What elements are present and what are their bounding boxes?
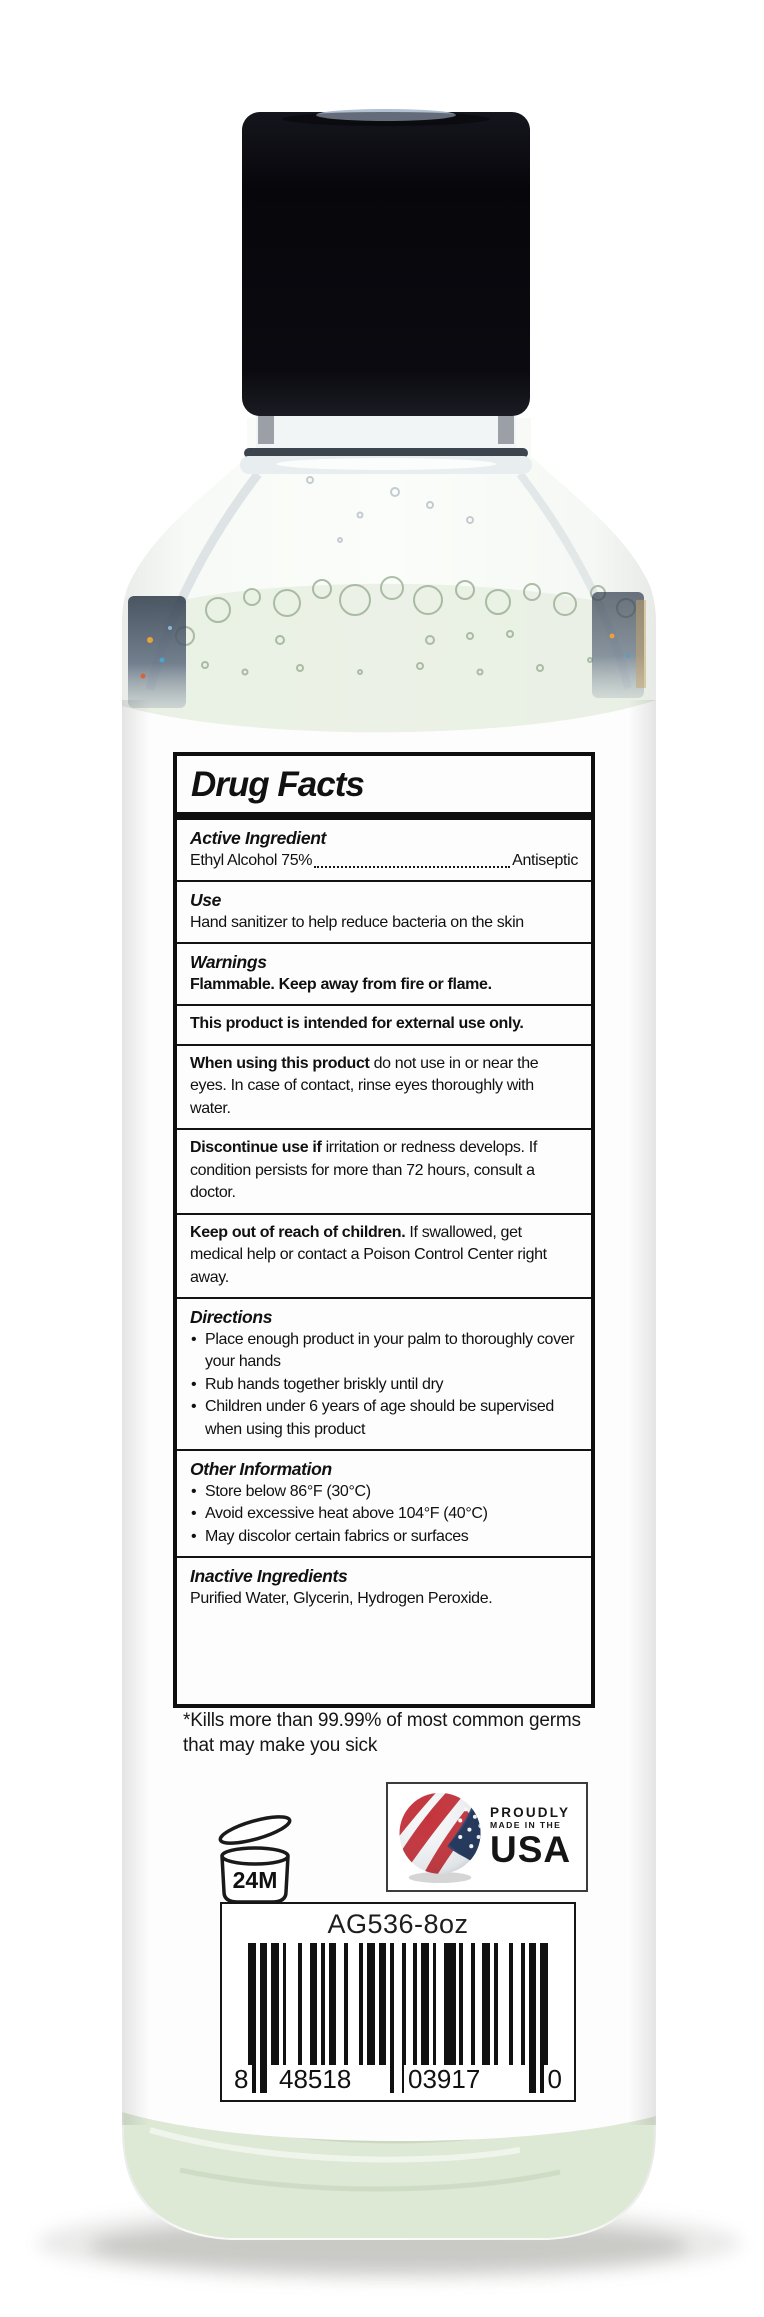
section-line: Discontinue use if irritation or redness develops. If condition persists for more than 72 hours, consult a doctor. xyxy=(190,1139,537,1201)
pao-label: 24M xyxy=(232,1867,278,1893)
barcode-bar xyxy=(463,1943,471,2065)
drug-facts-section xyxy=(177,1556,591,1618)
barcode-bar xyxy=(444,1943,456,2065)
drug-facts-sections xyxy=(177,820,591,1618)
drug-facts-section xyxy=(177,942,591,1004)
edge-reflection-left xyxy=(128,596,186,708)
section-line: Hand sanitizer to help reduce bacteria on the skin xyxy=(190,913,524,931)
drug-facts-section xyxy=(177,1213,591,1298)
period-after-opening-icon xyxy=(208,1810,300,1910)
bullet-item: • Place enough product in your palm to thoroughly cover your hands xyxy=(190,1329,578,1374)
section-heading: Other Information xyxy=(190,1459,332,1479)
barcode-digit-group: 0 xyxy=(544,2065,566,2093)
section-heading: Active Ingredient xyxy=(190,828,327,848)
barcode-bar xyxy=(336,1943,344,2065)
dotted-row xyxy=(190,850,578,873)
barcode xyxy=(234,1943,562,2094)
drug-facts-section xyxy=(177,820,591,880)
barcode-digit-group: 03917 xyxy=(404,2065,484,2093)
bullet-item: • Children under 6 years of age should be supervised when using this product xyxy=(190,1396,578,1441)
barcode-bar xyxy=(379,1943,387,2065)
bullet-item: • May discolor certain fabrics or surfaces xyxy=(190,1526,578,1549)
dotted-left: Ethyl Alcohol 75% xyxy=(190,851,313,869)
cap-skirt-left xyxy=(258,414,274,444)
barcode-bar xyxy=(529,1943,537,2093)
usa-line2: MADE IN THE xyxy=(490,1820,562,1831)
bullet-item: • Rub hands together briskly until dry xyxy=(190,1374,578,1397)
jar-lid xyxy=(218,1811,292,1848)
barcode-bar xyxy=(482,1943,490,2065)
section-line: This product is intended for external use only. xyxy=(190,1015,524,1032)
section-heading: Warnings xyxy=(190,952,267,972)
section-line: Flammable. Keep away from fire or flame. xyxy=(190,975,492,993)
barcode-bar xyxy=(367,1943,375,2065)
section-line: Purified Water, Glycerin, Hydrogen Peroxide. xyxy=(190,1589,493,1607)
drug-facts-section xyxy=(177,1297,591,1449)
usa-line3: USA xyxy=(490,1829,572,1871)
section-heading: Inactive Ingredients xyxy=(190,1566,348,1586)
bottle-cap xyxy=(242,112,530,416)
bullet-item: • Avoid excessive heat above 104°F (40°C) xyxy=(190,1503,578,1526)
barcode-bar xyxy=(421,1943,429,2065)
germ-kill-footnote: *Kills more than 99.99% of most common germs that may make you sick xyxy=(183,1710,581,1756)
section-heading: Directions xyxy=(190,1307,273,1327)
barcode-bar xyxy=(475,1943,483,2065)
barcode-bar xyxy=(310,1943,318,2065)
drug-facts-section xyxy=(177,1004,591,1044)
barcode-bar xyxy=(271,1943,279,2065)
barcode-bar xyxy=(329,1943,337,2065)
section-heading: Use xyxy=(190,890,222,910)
drug-facts-section xyxy=(177,1128,591,1213)
barcode-bar xyxy=(513,1943,521,2065)
barcode-bar xyxy=(260,1943,268,2093)
usa-flag-globe-icon xyxy=(394,1789,486,1885)
usa-line1: PROUDLY xyxy=(490,1804,571,1820)
cap-skirt-right xyxy=(498,414,514,444)
drug-facts-section xyxy=(177,880,591,942)
barcode-bar xyxy=(348,1943,360,2065)
drug-facts-box xyxy=(173,752,595,1708)
barcode-bar xyxy=(498,1943,510,2065)
section-line: When using this product do not use in or near the eyes. In case of contact, rinse eyes thoroughly with water. xyxy=(190,1054,539,1117)
bullet-item: • Store below 86°F (30°C) xyxy=(190,1481,578,1504)
dotted-leader xyxy=(314,866,510,868)
section-line: Keep out of reach of children. If swallowed, get medical help or contact a Poison Control Center right away. xyxy=(190,1223,547,1286)
made-in-usa-badge xyxy=(386,1782,588,1892)
dotted-right: Antiseptic xyxy=(512,851,578,869)
drug-facts-title: Drug Facts xyxy=(177,756,591,820)
barcode-bar xyxy=(436,1943,444,2065)
barcode-bar xyxy=(286,1943,298,2065)
barcode-digit-group: 48518 xyxy=(275,2065,355,2093)
drug-facts-section xyxy=(177,1044,591,1129)
barcode-digit-group: 8 xyxy=(230,2065,252,2093)
drug-facts-section xyxy=(177,1449,591,1556)
barcode-bar xyxy=(394,1943,402,2093)
barcode-box xyxy=(220,1902,576,2102)
sku-code: AG536-8oz xyxy=(327,1909,469,1939)
barcode-bar xyxy=(302,1943,310,2065)
